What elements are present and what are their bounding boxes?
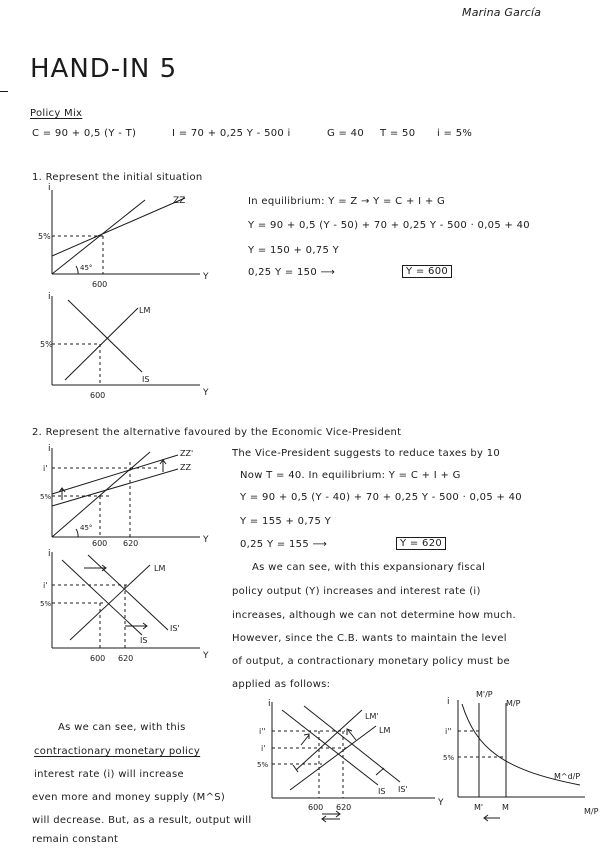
s2-line-4: Y = 155 + 0,75 Y xyxy=(240,516,332,527)
money-y-label: i xyxy=(447,697,450,707)
islm3-lm-curve xyxy=(290,726,376,790)
islm2-y-tick-new: i' xyxy=(43,581,48,590)
s1-line-2: Y = 90 + 0,5 (Y - 50) + 70 + 0,25 Y - 500 · 0,05 + 40 xyxy=(248,220,530,231)
islm2-is-new-label: IS' xyxy=(170,624,180,633)
s2-para-6: applied as follows: xyxy=(232,679,331,690)
s2-para-2: policy output (Y) increases and interest rate (i) xyxy=(232,586,481,597)
page-title: HAND-IN 5 xyxy=(30,54,178,84)
islm1-is-curve xyxy=(68,300,142,372)
zz2-y-tick-old: 5% xyxy=(40,493,52,501)
islm2-is-label: IS xyxy=(140,636,148,645)
zz1-y-tick: 5% xyxy=(38,232,51,241)
zz2-angle-label: 45° xyxy=(80,524,93,532)
zz2-x-tick-new: 620 xyxy=(123,539,139,548)
islm2-x-tick-new: 620 xyxy=(118,654,134,663)
islm2-lm-label: LM xyxy=(154,564,166,573)
s2-line-1: The Vice-President suggests to reduce taxes by 10 xyxy=(232,448,501,459)
s1-line-3: Y = 150 + 0,75 Y xyxy=(248,245,340,256)
islm2-x-tick-old: 600 xyxy=(90,654,106,663)
islm3-x-tick-1: 600 xyxy=(308,803,324,812)
zz1-angle-arc xyxy=(76,266,78,274)
s1-result-box: Y = 600 xyxy=(402,265,452,278)
s2-line-2: Now T = 40. In equilibrium: Y = C + I + G xyxy=(240,470,461,481)
islm2-y-tick-old: 5% xyxy=(40,600,52,608)
zz1-x-label: Y xyxy=(203,272,209,282)
s2-para-5: of output, a contractionary monetary policy must be xyxy=(232,656,510,667)
section1-heading: 1. Represent the initial situation xyxy=(32,172,203,183)
s1-line-4: 0,25 Y = 150 ⟶ xyxy=(248,267,336,278)
zz2-y-tick-new: i' xyxy=(43,464,48,473)
money-x-tick-1: M' xyxy=(474,803,484,812)
islm1-y-tick: 5% xyxy=(40,340,53,349)
money-supply-new-label: M'/P xyxy=(476,690,493,699)
s2-result-box: Y = 620 xyxy=(396,537,446,550)
zz2-y-label: i xyxy=(48,444,51,454)
given-interest: i = 5% xyxy=(437,128,473,139)
islm3-is-old-label: IS xyxy=(378,787,386,796)
bottom-text-1: As we can see, with this xyxy=(58,722,186,733)
islm3-lm-arrow xyxy=(348,730,356,740)
zz1-45-line xyxy=(52,200,145,274)
islm2-x-label: Y xyxy=(203,651,209,661)
zz1-x-tick: 600 xyxy=(92,280,108,289)
islm3-lm-new-label: LM' xyxy=(365,712,379,721)
islm2-is-curve xyxy=(62,560,142,635)
author-name: Marina García xyxy=(462,6,542,19)
s2-para-1: As we can see, with this expansionary fiscal xyxy=(252,562,486,573)
subtitle: Policy Mix xyxy=(30,108,83,119)
islm3-x-tick-2: 620 xyxy=(336,803,352,812)
s1-line-1: In equilibrium: Y = Z → Y = C + I + G xyxy=(248,196,446,207)
bottom-text-6: remain constant xyxy=(32,834,119,845)
islm3-y-label: i xyxy=(268,699,271,709)
money-demand-label: M^d/P xyxy=(554,772,581,781)
islm1-y-label: i xyxy=(48,292,51,302)
money-y-tick-1: i'' xyxy=(445,727,452,736)
islm3-lm-old-label: LM xyxy=(379,726,391,735)
islm1-x-label: Y xyxy=(203,388,209,398)
zz2-x-label: Y xyxy=(203,535,209,545)
islm1-lm-curve xyxy=(65,308,138,380)
islm1-is-label: IS xyxy=(142,375,150,384)
islm3-is-arrow xyxy=(301,735,309,745)
money-y-tick-2: 5% xyxy=(443,754,455,762)
zz2-45-line xyxy=(52,452,150,537)
zz1-y-label: i xyxy=(48,183,51,193)
islm3-y-tick-1: i'' xyxy=(259,727,266,736)
bottom-text-4: even more and money supply (M^S) xyxy=(32,792,226,803)
islm3-y-tick-3: 5% xyxy=(257,761,269,769)
bottom-text-3: interest rate (i) will increase xyxy=(34,769,184,780)
s2-line-3: Y = 90 + 0,5 (Y - 40) + 70 + 0,25 Y - 500 · 0,05 + 40 xyxy=(240,492,522,503)
zz2-x-tick-old: 600 xyxy=(92,539,108,548)
money-x-label: M/P xyxy=(584,807,599,816)
islm3-is-new-label: IS' xyxy=(398,785,408,794)
given-consumption: C = 90 + 0,5 (Y - T) xyxy=(32,128,137,139)
islm2-y-label: i xyxy=(48,549,51,559)
section2-heading: 2. Represent the alternative favoured by the Economic Vice-President xyxy=(32,427,402,438)
zz2-curve-new-label: ZZ' xyxy=(180,449,194,458)
given-taxes: T = 50 xyxy=(380,128,416,139)
zz1-zz-curve xyxy=(52,198,185,256)
given-investment: I = 70 + 0,25 Y - 500 i xyxy=(172,128,291,139)
bottom-text-2: contractionary monetary policy xyxy=(34,746,201,757)
zz2-curve-old-label: ZZ xyxy=(180,463,191,472)
s2-para-3: increases, although we can not determine how much. xyxy=(232,610,517,621)
zz2-angle-arc xyxy=(76,529,78,537)
given-government: G = 40 xyxy=(327,128,365,139)
zz1-angle-label: 45° xyxy=(80,264,93,272)
money-x-tick-2: M xyxy=(502,803,509,812)
s2-line-5: 0,25 Y = 155 ⟶ xyxy=(240,539,328,550)
money-supply-old-label: M/P xyxy=(506,699,521,708)
islm1-x-tick: 600 xyxy=(90,391,106,400)
s2-para-4: However, since the C.B. wants to maintain the level xyxy=(232,633,507,644)
bottom-text-5: will decrease. But, as a result, output will xyxy=(32,815,252,826)
islm3-y-tick-2: i' xyxy=(261,744,266,753)
islm3-arrow4 xyxy=(376,768,384,775)
zz1-curve-label: ZZ xyxy=(173,196,186,206)
islm1-lm-label: LM xyxy=(139,306,151,315)
islm3-x-label: Y xyxy=(438,798,444,808)
